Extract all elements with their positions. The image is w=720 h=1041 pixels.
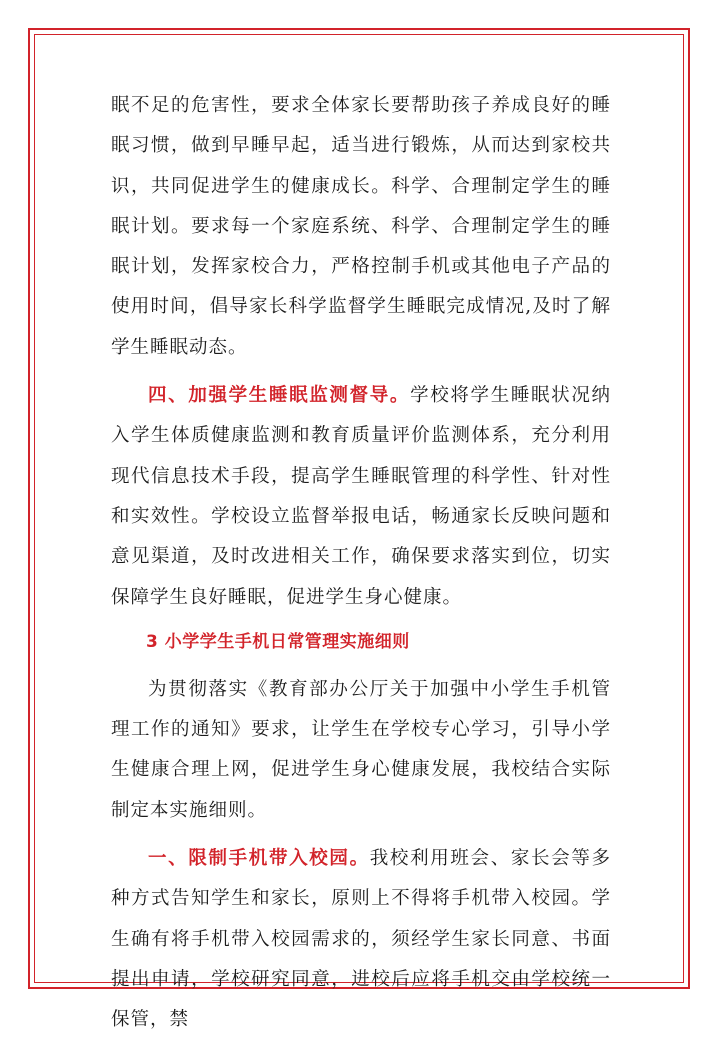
paragraph-sleep-habits: 眠不足的危害性，要求全体家长要帮助孩子养成良好的睡眠习惯，做到早睡早起，适当进行锻炼，从而达到家校共识，共同促进学生的健康成长。科学、合理制定学生的睡眠计划。要求每一个家庭系统、科学、合理制定学生的睡眠计划，发挥家校合力，严格控制手机或其他电子产品的使用时间，倡导家长科学监督学生睡眠完成情况,及时了解学生睡眠动态。 bbox=[111, 95, 611, 358]
paragraph-phone-limit bbox=[111, 839, 611, 1040]
paragraph-phone-limit-body: 我校利用班会、家长会等多种方式告知学生和家长，原则上不得将手机带入校园。学生确有将手机带入校园需求的，须经学生家长同意、书面提出申请，学校研究同意，进校后应将手机交由学校统一保管，禁 bbox=[111, 848, 611, 1031]
paragraph-sleep-monitoring bbox=[111, 376, 611, 618]
paragraph-phone-intro: 为贯彻落实《教育部办公厅关于加强中小学生手机管理工作的通知》要求，让学生在学校专心学习，引导小学生健康合理上网，促进学生身心健康发展，我校结合实际制定本实施细则。 bbox=[111, 678, 611, 821]
document-body bbox=[111, 86, 611, 1041]
paragraph-sleep-monitoring-body: 学校将学生睡眠状况纳入学生体质健康监测和教育质量评价监测体系，充分利用现代信息技术手段，提高学生睡眠管理的科学性、针对性和实效性。学校设立监督举报电话，畅通家长反映问题和意见渠道，及时改进相关工作，确保要求落实到位，切实保障学生良好睡眠，促进学生身心健康。 bbox=[111, 385, 611, 608]
heading-phone-limit: 一、限制手机带入校园。 bbox=[148, 848, 370, 870]
section-title-phone-rules: 3 小学学生手机日常管理实施细则 bbox=[146, 631, 410, 652]
heading-sleep-monitoring: 四、加强学生睡眠监测督导。 bbox=[148, 385, 411, 407]
